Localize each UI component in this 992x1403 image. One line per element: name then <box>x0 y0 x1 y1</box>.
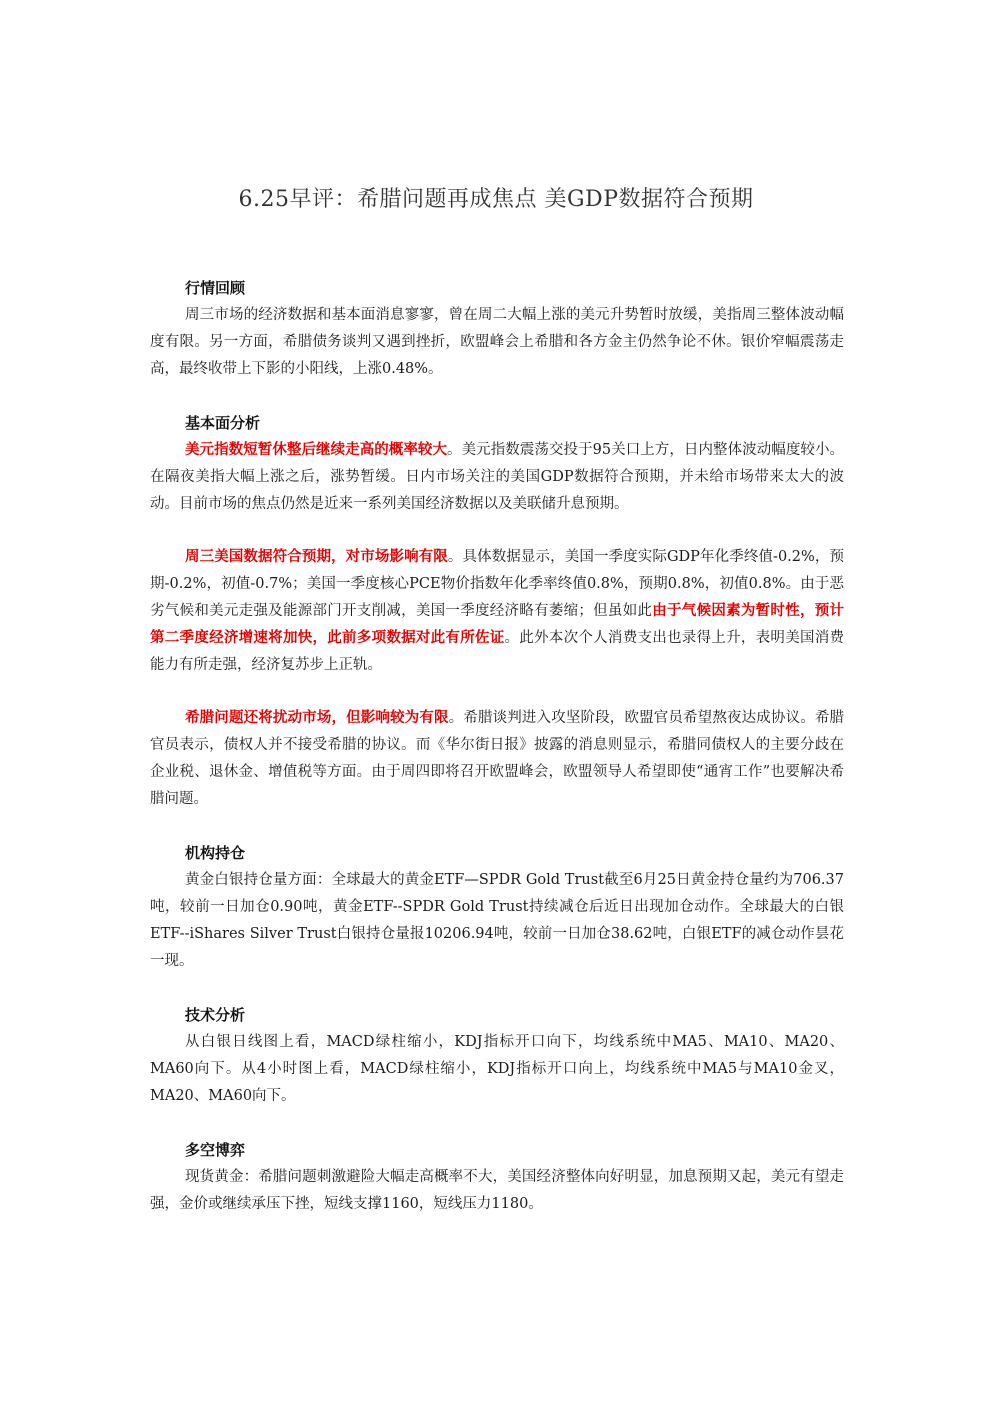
holdings-section <box>150 839 844 975</box>
highlight-us-data: 周三美国数据符合预期，对市场影响有限 <box>185 549 448 565</box>
long-short-paragraph: 现货黄金：希腊问题刺激避险大幅走高概率不大，美国经济整体向好明显，加息预期又起，美元有望走强，金价或继续承压下挫，短线支撑1160，短线压力1180。 <box>150 1169 844 1212</box>
fundamental-paragraph-greece <box>150 705 844 813</box>
technical-paragraph: 从白银日线图上看，MACD绿柱缩小，KDJ指标开口向下，均线系统中MA5、MA10、MA20、MA60向下。从4小时图上看，MACD绿柱缩小，KDJ指标开口向上，均线系统中MA5与MA10金叉，MA20、MA60向下。 <box>150 1034 844 1104</box>
document-title: 6.25早评：希腊问题再成焦点 美GDP数据符合预期 <box>238 187 754 212</box>
market-review-heading: 行情回顾 <box>185 279 246 297</box>
us-data-paragraph-text: 。具体数据显示，美国一季度实际GDP年化季终值-0.2%，预期-0.2%，初值-0.7%；美国一季度核心PCE物价指数年化季率终值0.8%，预期0.8%，初值0.8%。由于恶劣气候和美元走强及能源部门开支削减，美国一季度经济略有萎缩；但虽如此 <box>150 549 845 619</box>
greece-paragraph-text: 。希腊谈判进入攻坚阶段，欧盟官员希望熬夜达成协议。希腊官员表示，债权人并不接受希腊的协议。而《华尔街日报》披露的消息则显示，希腊同债权人的主要分歧在企业税、退休金、增值税等方面。由于周四即将召开欧盟峰会，欧盟领导人希望即使“通宵工作”也要解决希腊问题。 <box>150 710 845 807</box>
us-data-paragraph-text-2: 。此外本次个人消费支出也录得上升，表明美国消费能力有所走强，经济复苏步上正轨。 <box>150 630 845 673</box>
holdings-heading: 机构持仓 <box>185 844 246 862</box>
long-short-heading: 多空博弈 <box>185 1141 246 1159</box>
highlight-greece: 希腊问题还将扰动市场，但影响较为有限 <box>185 710 449 726</box>
highlight-q2-growth: 由于气候因素为暂时性，预计第二季度经济增速将加快，此前多项数据对此有所佐证 <box>150 603 845 646</box>
document-body <box>150 274 844 1244</box>
fundamental-paragraph-us-data <box>150 544 844 679</box>
market-review-section <box>150 274 844 383</box>
fundamental-paragraph-dollar <box>150 437 844 518</box>
holdings-paragraph: 黄金白银持仓量方面：全球最大的黄金ETF—SPDR Gold Trust截至6月25日黄金持仓量约为706.37吨，较前一日加仓0.90吨，黄金ETF--SPDR Gold Trust持续减仓后近日出现加仓动作。全球最大的白银ETF--iShares Silver Trust白银持仓量报10206.94吨，较前一日加仓38.62吨，白银ETF的减仓动作昙花一现。 <box>150 872 844 969</box>
fundamental-section <box>150 409 844 813</box>
dollar-paragraph-text: 。美元指数震荡交投于95关口上方，日内整体波动幅度较小。在隔夜美指大幅上涨之后，涨势暂缓。日内市场关注的美国GDP数据符合预期，并未给市场带来太大的波动。目前市场的焦点仍然是近来一系列美国经济数据以及美联储升息预期。 <box>150 442 845 512</box>
fundamental-heading: 基本面分析 <box>185 414 261 432</box>
highlight-dollar-outlook: 美元指数短暂休整后继续走高的概率较大 <box>185 442 448 458</box>
long-short-section <box>150 1136 844 1218</box>
market-review-paragraph: 周三市场的经济数据和基本面消息寥寥，曾在周二大幅上涨的美元升势暂时放缓，美指周三整体波动幅度有限。另一方面，希腊债务谈判又遇到挫折，欧盟峰会上希腊和各方金主仍然争论不休。银价窄幅震荡走高，最终收带上下影的小阳线，上涨0.48%。 <box>150 307 844 377</box>
technical-section <box>150 1001 844 1110</box>
technical-heading: 技术分析 <box>185 1006 246 1024</box>
